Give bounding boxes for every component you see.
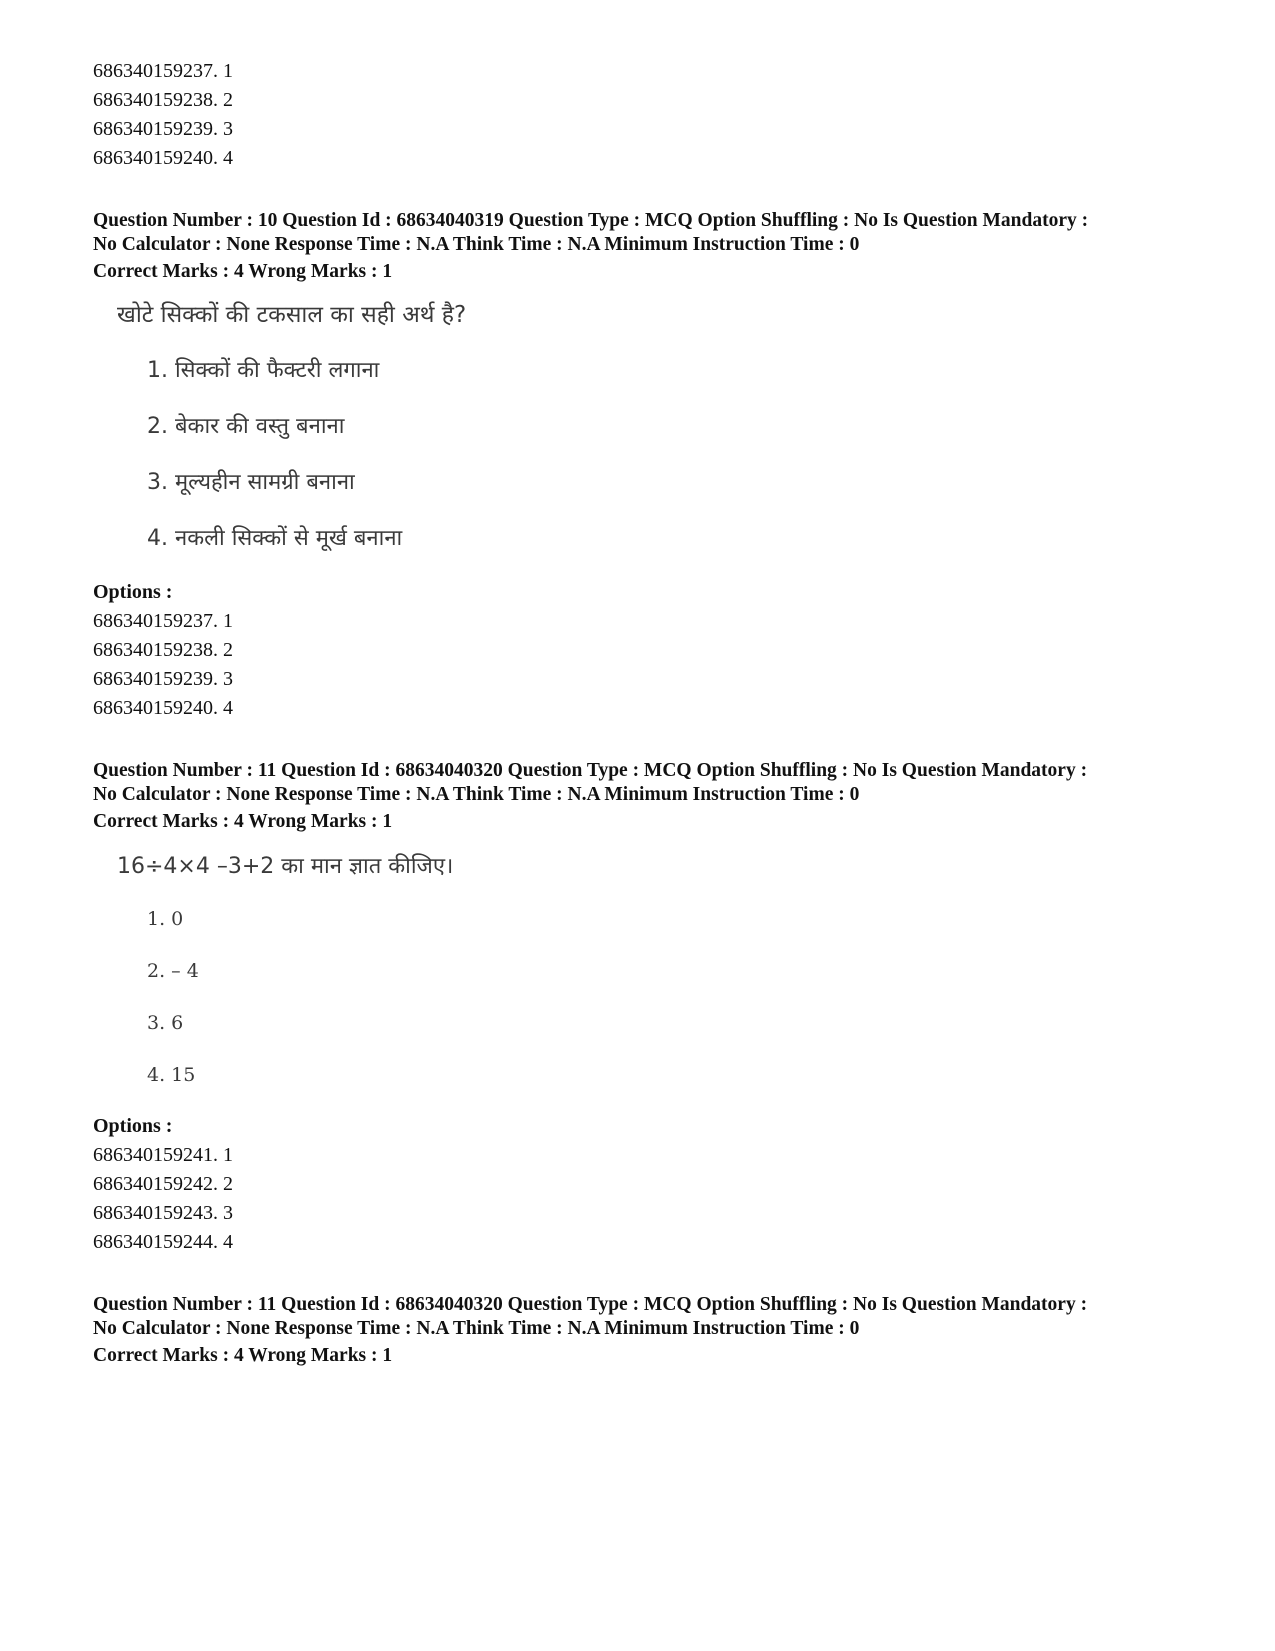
question-block-11-repeat <box>93 1293 1213 1370</box>
question-image <box>117 852 1213 1090</box>
question-choice: 2. बेकार की वस्तु बनाना <box>147 414 345 439</box>
question-meta-line1: Question Number : 11 Question Id : 68634040320 Question Type : MCQ Option Shuffling : No Is Question Mandatory : <box>93 760 1088 781</box>
option-id: 686340159239. 3 <box>93 668 233 690</box>
option-id: 686340159238. 2 <box>93 89 233 111</box>
options-label: Options : <box>93 1115 173 1137</box>
question-choice: 4. 15 <box>147 1064 196 1086</box>
question-choice: 1. 0 <box>147 908 184 930</box>
question-meta-line2: No Calculator : None Response Time : N.A Think Time : N.A Minimum Instruction Time : 0 <box>93 784 860 805</box>
question-meta-line2: No Calculator : None Response Time : N.A Think Time : N.A Minimum Instruction Time : 0 <box>93 234 860 255</box>
option-id: 686340159242. 2 <box>93 1173 233 1195</box>
question-choice: 4. नकली सिक्कों से मूर्ख बनाना <box>147 526 403 551</box>
question-text: खोटे सिक्कों की टकसाल का सही अर्थ है? <box>117 302 467 328</box>
question-choice: 1. सिक्कों की फैक्टरी लगाना <box>147 358 380 383</box>
options-label: Options : <box>93 581 173 603</box>
option-id: 686340159239. 3 <box>93 118 233 140</box>
question-choice: 3. 6 <box>147 1012 184 1034</box>
option-id: 686340159241. 1 <box>93 1144 233 1166</box>
question-marks: Correct Marks : 4 Wrong Marks : 1 <box>93 261 393 282</box>
option-id: 686340159244. 4 <box>93 1231 233 1253</box>
question-meta-line1: Question Number : 10 Question Id : 68634040319 Question Type : MCQ Option Shuffling : No Is Question Mandatory : <box>93 210 1089 231</box>
question-marks: Correct Marks : 4 Wrong Marks : 1 <box>93 811 393 832</box>
question-text: 16÷4×4 –3+2 का मान ज्ञात कीजिए। <box>117 854 454 879</box>
question-choice: 2. – 4 <box>147 960 199 982</box>
question-block-11 <box>93 759 1213 1257</box>
document-page <box>93 57 1213 1370</box>
option-id: 686340159240. 4 <box>93 147 233 169</box>
question-meta-line2: No Calculator : None Response Time : N.A Think Time : N.A Minimum Instruction Time : 0 <box>93 1318 860 1339</box>
question-block-10 <box>93 209 1213 723</box>
question-choice: 3. मूल्यहीन सामग्री बनाना <box>147 470 355 495</box>
option-id: 686340159243. 3 <box>93 1202 233 1224</box>
option-id: 686340159238. 2 <box>93 639 233 661</box>
option-id: 686340159237. 1 <box>93 610 233 632</box>
option-id: 686340159237. 1 <box>93 60 233 82</box>
question-meta-line1: Question Number : 11 Question Id : 68634040320 Question Type : MCQ Option Shuffling : No Is Question Mandatory : <box>93 1294 1088 1315</box>
question-marks: Correct Marks : 4 Wrong Marks : 1 <box>93 1345 393 1366</box>
question-image <box>117 300 1213 554</box>
option-id: 686340159240. 4 <box>93 697 233 719</box>
previous-options-list <box>93 57 1213 173</box>
